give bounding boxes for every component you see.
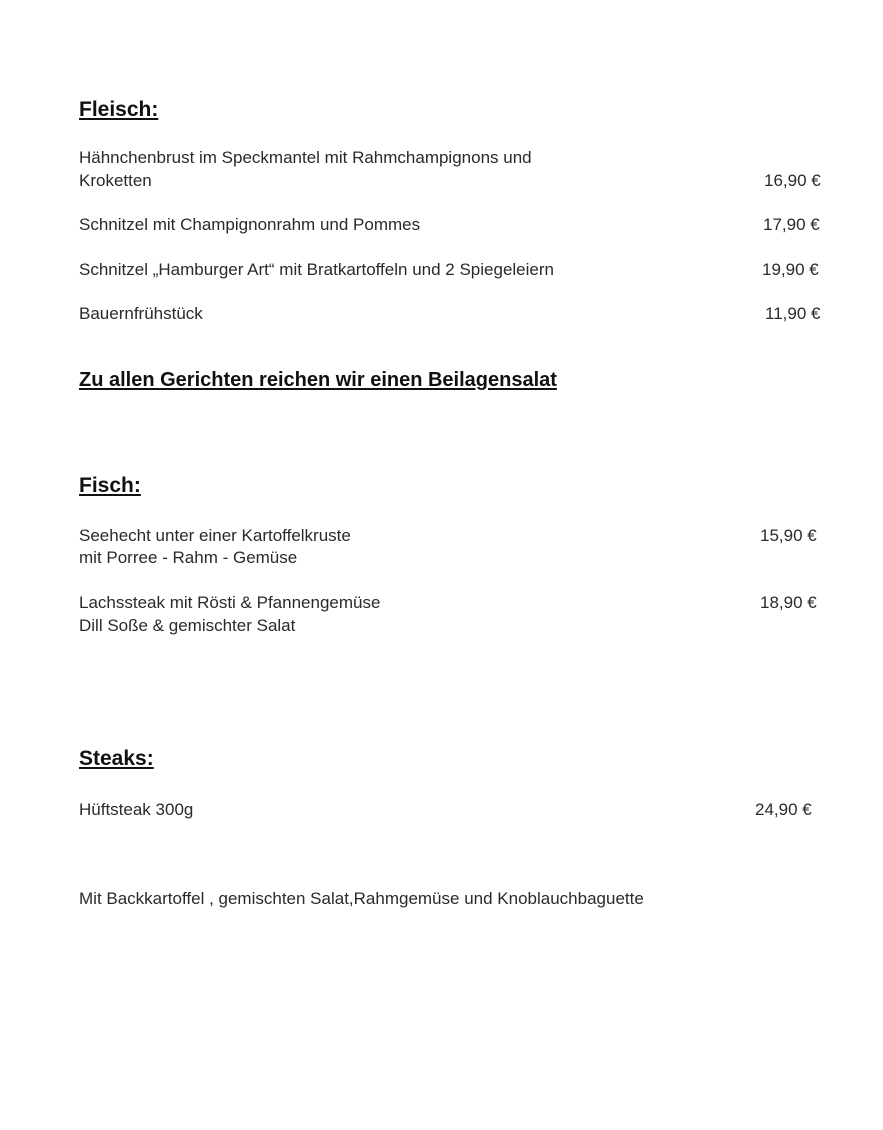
menu-item-price: 24,90 € [755, 800, 812, 819]
menu-item-name-line2: mit Porree - Rahm - Gemüse [79, 548, 298, 567]
side-salad-note: Zu allen Gerichten reichen wir einen Beilagensalat [79, 369, 557, 391]
section-heading-fleisch: Fleisch: [79, 98, 159, 121]
section-heading-steaks: Steaks: [79, 747, 154, 770]
menu-item-price: 16,90 € [764, 171, 821, 190]
menu-item-name: Schnitzel „Hamburger Art“ mit Bratkartoffeln und 2 Spiegeleiern [79, 260, 554, 279]
menu-item-name: Hähnchenbrust im Speckmantel mit Rahmchampignons und [79, 148, 532, 167]
menu-item-price: 11,90 € [765, 304, 821, 323]
menu-item-price: 19,90 € [762, 260, 819, 279]
menu-item-name: Schnitzel mit Champignonrahm und Pommes [79, 215, 421, 234]
menu-item-price: 15,90 € [760, 526, 817, 545]
menu-item-name: Seehecht unter einer Kartoffelkruste [79, 526, 351, 545]
menu-item-name-line2: Dill Soße & gemischter Salat [79, 616, 296, 635]
menu-item-name: Lachssteak mit Rösti & Pfannengemüse [79, 593, 381, 612]
menu-item-price: 18,90 € [760, 593, 817, 612]
menu-item-name-line2: Kroketten [79, 171, 152, 190]
section-heading-fisch: Fisch: [79, 474, 141, 497]
menu-item-name: Bauernfrühstück [79, 304, 203, 323]
steaks-side-note: Mit Backkartoffel , gemischten Salat,Rahmgemüse und Knoblauchbaguette [79, 889, 644, 908]
menu-item-name: Hüftsteak 300g [79, 800, 194, 819]
menu-item-price: 17,90 € [763, 215, 820, 234]
